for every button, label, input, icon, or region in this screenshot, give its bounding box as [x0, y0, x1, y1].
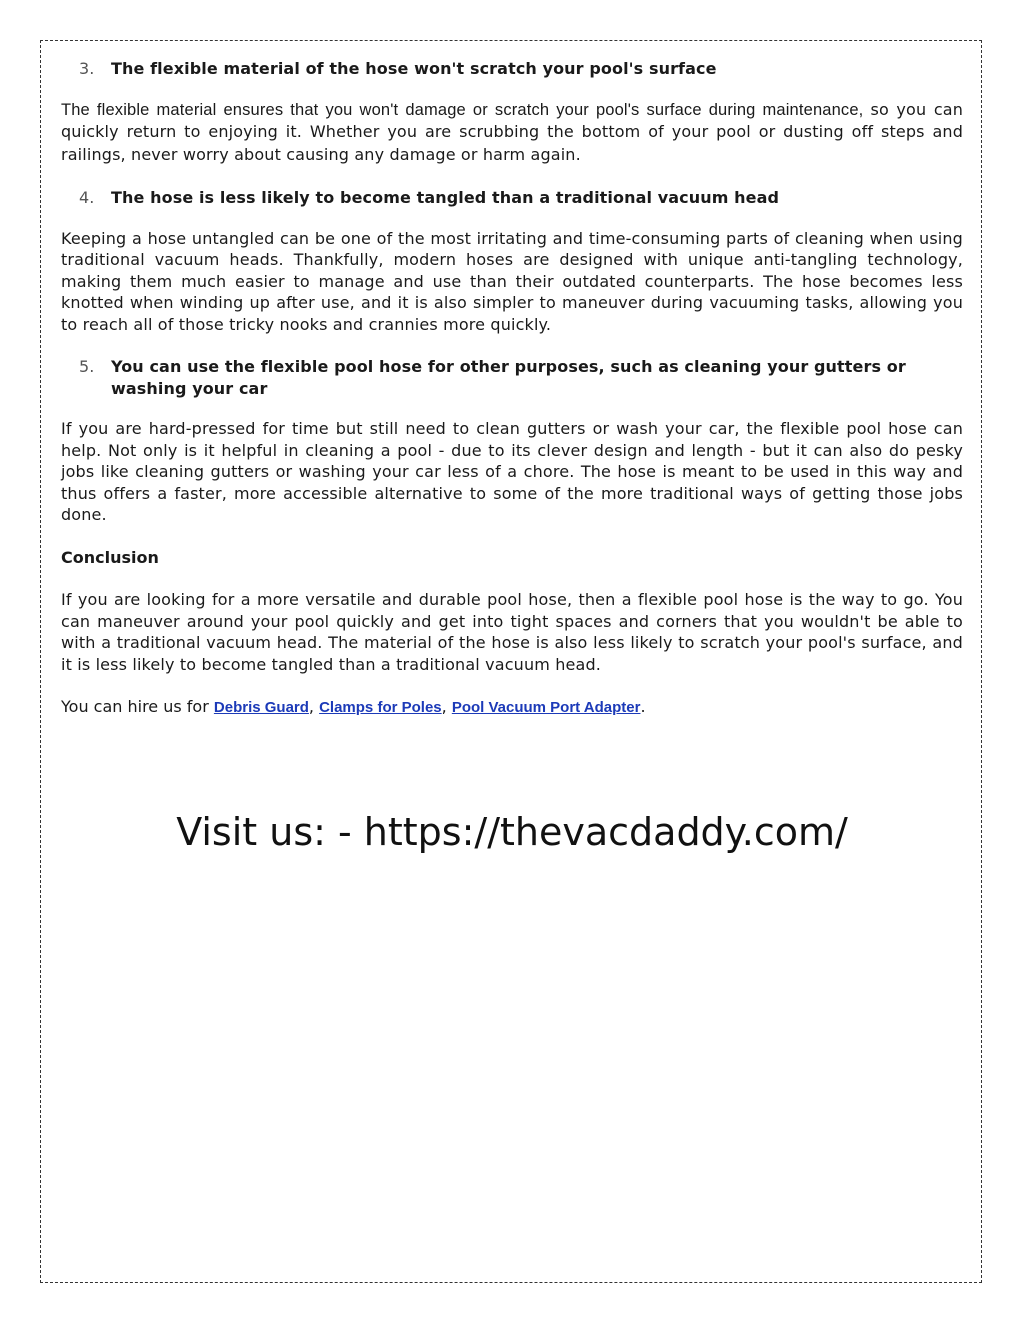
list-heading-3 — [61, 58, 963, 80]
list-heading-text: The hose is less likely to become tangled than a traditional vacuum head — [111, 188, 780, 207]
list-heading-text: The flexible material of the hose won't scratch your pool's surface — [111, 59, 717, 78]
link-pool-vacuum-port-adapter[interactable]: Pool Vacuum Port Adapter — [451, 699, 641, 716]
visit-us-url: Visit us: - https://thevacdaddy.com/ — [176, 810, 848, 854]
list-heading-5 — [61, 356, 963, 399]
list-number: 4. — [79, 188, 95, 207]
hire-prefix: You can hire us for — [61, 697, 214, 716]
link-separator: , — [308, 697, 320, 716]
list-number: 5. — [79, 357, 95, 376]
paragraph-flexible-material — [61, 99, 963, 167]
paragraph-text: so you can quickly return to enjoying it. Whether you are scrubbing the bottom of your pool or dusting off steps and railings, never worry about causing any damage or harm again. — [61, 99, 964, 164]
list-number: 3. — [79, 59, 95, 78]
paragraph-untangled: Keeping a hose untangled can be one of the most irritating and time-consuming parts of cleaning when using traditional vacuum heads. Thankfully, modern hoses are designed with unique anti-tangling technology, making them much easier to manage and use than their outdated counterparts. The hose becomes less knotted when winding up after use, and it is also simpler to maneuver during vacuuming tasks, allowing you to reach all of those tricky nooks and crannies more quickly. — [61, 228, 963, 334]
hire-line — [61, 696, 963, 719]
paragraph-text: The flexible material ensures that you won't damage or scratch your pool's surface during maintenance, — [61, 100, 864, 119]
paragraph-conclusion: If you are looking for a more versatile and durable pool hose, then a flexible pool hose is the way to go. You can maneuver around your pool quickly and get into tight spaces and corners that you wouldn't be able to with a traditional vacuum head. The material of the hose is also less likely to scratch your pool's surface, and it is less likely to become tangled than a traditional vacuum head. — [61, 590, 963, 674]
paragraph-other-purposes: If you are hard-pressed for time but still need to clean gutters or wash your car, the flexible pool hose can help. Not only is it helpful in cleaning a pool - due to its clever design and length - but it can also do pesky jobs like cleaning gutters or washing your car less of a chore. The hose is meant to be used in this way and thus offers a faster, more accessible alternative to some of the more traditional ways of getting those jobs done. — [61, 419, 963, 524]
list-heading-text: You can use the flexible pool hose for other purposes, such as cleaning your gutters or washing your car — [111, 357, 906, 398]
link-clamps-for-poles[interactable]: Clamps for Poles — [319, 699, 442, 716]
document-body — [61, 58, 963, 719]
conclusion-heading: Conclusion — [61, 547, 159, 567]
hire-end: . — [640, 697, 646, 716]
list-heading-4 — [61, 187, 963, 209]
link-debris-guard[interactable]: Debris Guard — [213, 699, 309, 716]
link-separator: , — [441, 697, 452, 716]
